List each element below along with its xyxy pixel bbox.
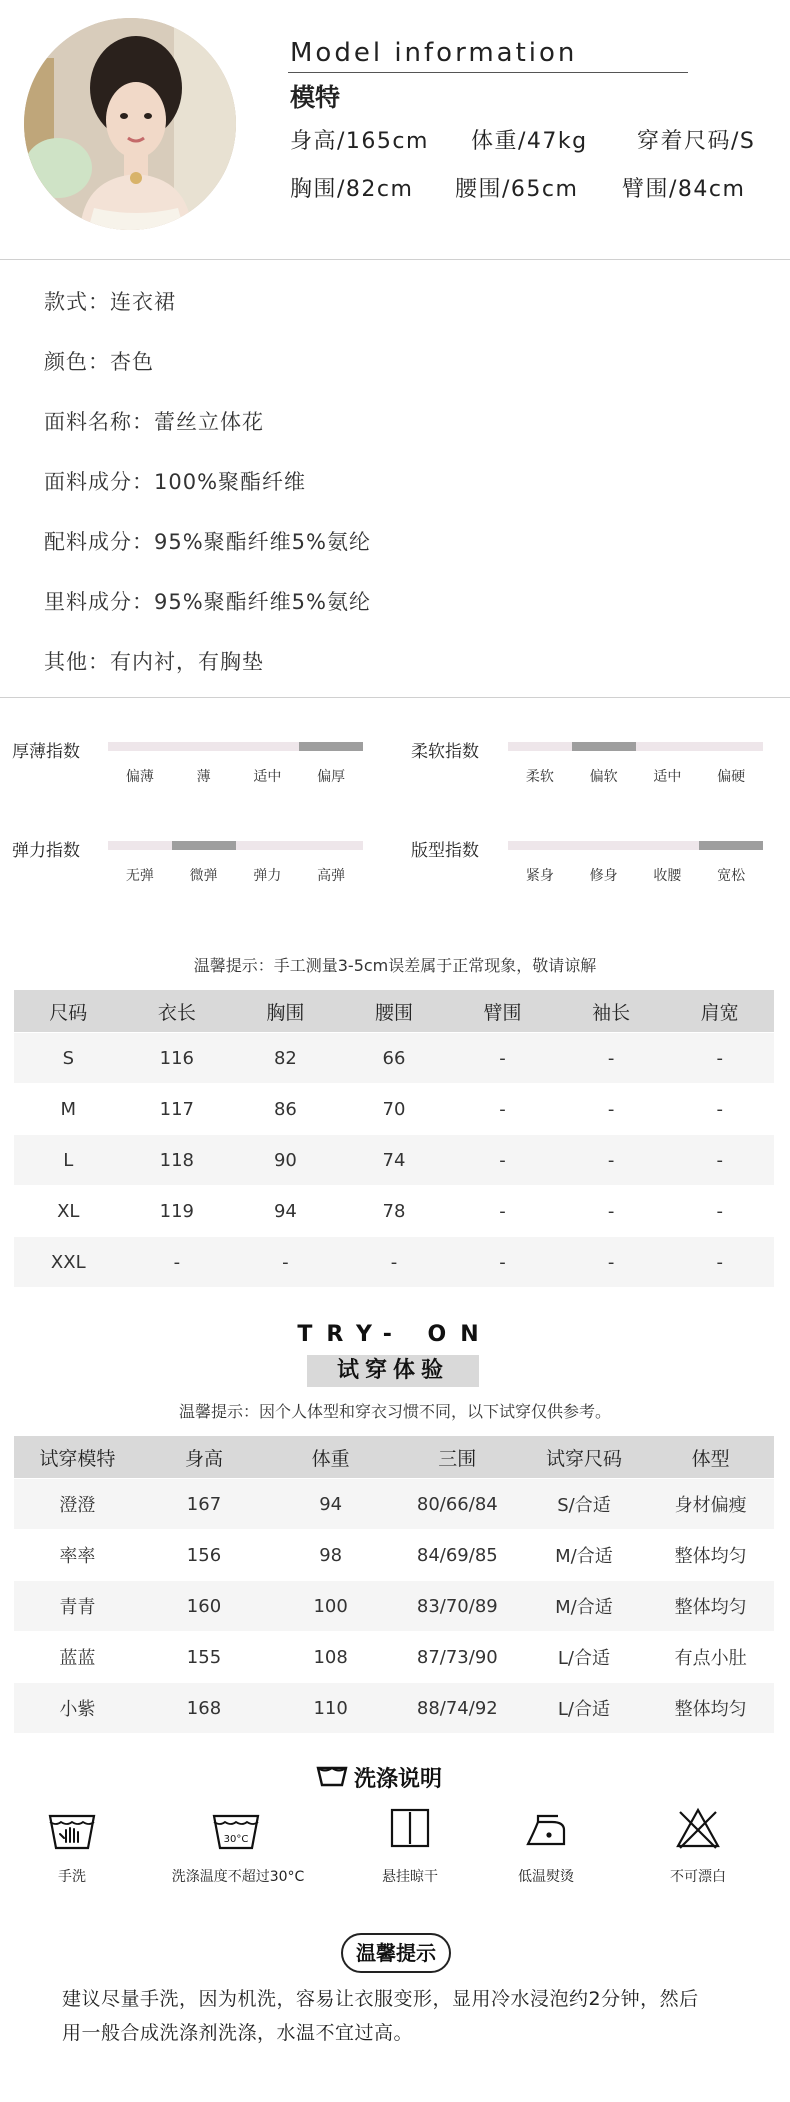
table-cell: L/合适 bbox=[521, 1632, 648, 1683]
hang-dry-icon bbox=[386, 1806, 434, 1850]
index-bar bbox=[108, 742, 363, 751]
index-tick-label: 宽松 bbox=[717, 868, 746, 884]
wash-label: 不可漂白 bbox=[670, 1869, 726, 1885]
index-bar-marker bbox=[699, 841, 763, 850]
table-cell: - bbox=[448, 1033, 557, 1084]
table-cell: 83/70/89 bbox=[394, 1581, 521, 1632]
spec-color: 颜色：杏色 bbox=[44, 350, 154, 374]
tip-line-1: 建议尽量手洗，因为机洗，容易让衣服变形，显用冷水浸泡约2分钟，然后 bbox=[62, 1988, 699, 2010]
table-cell: L/合适 bbox=[521, 1683, 648, 1734]
index-tick-label: 无弹 bbox=[125, 868, 154, 884]
index-tick-label: 适中 bbox=[653, 769, 682, 785]
index-bar bbox=[508, 742, 763, 751]
table-header-cell: 腰围 bbox=[340, 990, 449, 1033]
table-row bbox=[14, 1683, 774, 1734]
table-cell: XL bbox=[14, 1186, 123, 1237]
table-cell: 70 bbox=[340, 1084, 449, 1135]
tryon-box: 试穿体验 bbox=[307, 1355, 479, 1387]
index-tick-label: 收腰 bbox=[653, 868, 682, 884]
table-cell: - bbox=[340, 1237, 449, 1288]
table-cell: - bbox=[665, 1084, 774, 1135]
table-cell: M/合适 bbox=[521, 1581, 648, 1632]
model-waist: 腰围/65cm bbox=[455, 177, 579, 202]
table-cell: - bbox=[665, 1237, 774, 1288]
tip-title: 温馨提示 bbox=[341, 1933, 451, 1973]
table-cell: - bbox=[557, 1135, 666, 1186]
table-cell: 澄澄 bbox=[14, 1479, 141, 1530]
table-row bbox=[14, 1581, 774, 1632]
table-row bbox=[14, 1033, 774, 1084]
spec-fabric-content: 面料成分：100%聚酯纤维 bbox=[44, 470, 307, 494]
wash-label: 洗涤温度不超过30°C bbox=[171, 1869, 305, 1885]
table-cell: 94 bbox=[231, 1186, 340, 1237]
wash-label: 手洗 bbox=[58, 1869, 86, 1885]
index-tick-label: 偏厚 bbox=[317, 769, 346, 785]
basin-icon bbox=[316, 1764, 348, 1788]
table-cell: M bbox=[14, 1084, 123, 1135]
spec-trim-content: 配料成分：95%聚酯纤维5%氨纶 bbox=[44, 530, 371, 554]
table-header-cell: 袖长 bbox=[557, 990, 666, 1033]
table-header-cell: 臂围 bbox=[448, 990, 557, 1033]
table-cell: 84/69/85 bbox=[394, 1530, 521, 1581]
table-cell: - bbox=[448, 1237, 557, 1288]
table-row bbox=[14, 1084, 774, 1135]
index-tick-label: 适中 bbox=[253, 769, 282, 785]
spec-fabric-name: 面料名称：蕾丝立体花 bbox=[44, 410, 264, 434]
table-cell: - bbox=[557, 1084, 666, 1135]
index-bar-marker bbox=[172, 841, 236, 850]
table-header-cell: 试穿模特 bbox=[14, 1436, 141, 1479]
table-cell: 66 bbox=[340, 1033, 449, 1084]
index-tick-label: 紧身 bbox=[525, 868, 554, 884]
table-cell: 80/66/84 bbox=[394, 1479, 521, 1530]
table-cell: 117 bbox=[123, 1084, 232, 1135]
index-bar-marker bbox=[299, 742, 363, 751]
index-tick-label: 偏薄 bbox=[125, 769, 154, 785]
table-header-cell: 肩宽 bbox=[665, 990, 774, 1033]
table-cell: - bbox=[231, 1237, 340, 1288]
table-header-cell: 三围 bbox=[394, 1436, 521, 1479]
table-cell: 86 bbox=[231, 1084, 340, 1135]
wash-label: 悬挂晾干 bbox=[382, 1869, 438, 1885]
table-cell: S bbox=[14, 1033, 123, 1084]
table-row bbox=[14, 1135, 774, 1186]
model-weight: 体重/47kg bbox=[471, 129, 588, 154]
table-cell: - bbox=[448, 1135, 557, 1186]
index-label: 弹力指数 bbox=[12, 841, 80, 861]
spec-lining-content: 里料成分：95%聚酯纤维5%氨纶 bbox=[44, 590, 371, 614]
model-size: 穿着尺码/S bbox=[637, 129, 756, 154]
table-cell: 160 bbox=[141, 1581, 268, 1632]
table-header-cell: 衣长 bbox=[123, 990, 232, 1033]
spec-other: 其他：有内衬，有胸垫 bbox=[44, 650, 264, 674]
table-cell: - bbox=[123, 1237, 232, 1288]
table-row bbox=[14, 1237, 774, 1288]
index-tick-label: 高弹 bbox=[317, 868, 346, 884]
table-cell: 82 bbox=[231, 1033, 340, 1084]
low-iron-icon bbox=[522, 1808, 570, 1852]
model-height: 身高/165cm bbox=[290, 129, 429, 154]
table-cell: 108 bbox=[267, 1632, 394, 1683]
table-row bbox=[14, 1632, 774, 1683]
index-bar bbox=[108, 841, 363, 850]
table-header-cell: 尺码 bbox=[14, 990, 123, 1033]
table-cell: - bbox=[557, 1186, 666, 1237]
index-label: 厚薄指数 bbox=[12, 742, 80, 762]
table-header-cell: 体型 bbox=[647, 1436, 774, 1479]
table-cell: 身材偏瘦 bbox=[647, 1479, 774, 1530]
table-header-cell: 体重 bbox=[267, 1436, 394, 1479]
index-tick-label: 弹力 bbox=[253, 868, 282, 884]
table-cell: 116 bbox=[123, 1033, 232, 1084]
table-cell: - bbox=[665, 1033, 774, 1084]
wash-label: 低温熨烫 bbox=[518, 1869, 574, 1885]
table-cell: 率率 bbox=[14, 1530, 141, 1581]
table-cell: 有点小肚 bbox=[647, 1632, 774, 1683]
table-cell: 整体均匀 bbox=[647, 1581, 774, 1632]
tryon-heading: TRY- ON bbox=[297, 1322, 493, 1347]
table-cell: 74 bbox=[340, 1135, 449, 1186]
model-bust: 胸围/82cm bbox=[290, 177, 414, 202]
table-cell: 110 bbox=[267, 1683, 394, 1734]
spec-style: 款式：连衣裙 bbox=[44, 290, 176, 314]
tryon-note: 温馨提示：因个人体型和穿衣习惯不同，以下试穿仅供参考。 bbox=[178, 1402, 611, 1421]
table-cell: 蓝蓝 bbox=[14, 1632, 141, 1683]
index-tick-label: 薄 bbox=[196, 769, 211, 785]
table-cell: 87/73/90 bbox=[394, 1632, 521, 1683]
table-cell: 100 bbox=[267, 1581, 394, 1632]
table-cell: 90 bbox=[231, 1135, 340, 1186]
table-cell: 168 bbox=[141, 1683, 268, 1734]
table-cell: 94 bbox=[267, 1479, 394, 1530]
model-arm: 臂围/84cm bbox=[622, 177, 746, 202]
wash-30-icon bbox=[212, 1808, 260, 1852]
index-tick-label: 微弹 bbox=[189, 868, 218, 884]
table-cell: 155 bbox=[141, 1632, 268, 1683]
size-note: 温馨提示：手工测量3-5cm误差属于正常现象，敬请谅解 bbox=[193, 956, 597, 975]
table-cell: L bbox=[14, 1135, 123, 1186]
table-cell: M/合适 bbox=[521, 1530, 648, 1581]
title-underline bbox=[288, 72, 688, 73]
table-cell: 整体均匀 bbox=[647, 1530, 774, 1581]
table-cell: 青青 bbox=[14, 1581, 141, 1632]
table-cell: 156 bbox=[141, 1530, 268, 1581]
table-cell: XXL bbox=[14, 1237, 123, 1288]
table-cell: - bbox=[557, 1237, 666, 1288]
table-cell: 119 bbox=[123, 1186, 232, 1237]
table-row bbox=[14, 1186, 774, 1237]
table-cell: 整体均匀 bbox=[647, 1683, 774, 1734]
index-label: 版型指数 bbox=[411, 841, 479, 861]
tip-line-2: 用一般合成洗涤剂洗涤，水温不宜过高。 bbox=[62, 2022, 414, 2044]
table-cell: - bbox=[448, 1186, 557, 1237]
table-cell: 167 bbox=[141, 1479, 268, 1530]
table-row bbox=[14, 1530, 774, 1581]
index-tick-label: 偏软 bbox=[589, 769, 618, 785]
model-info-subtitle: 模特 bbox=[290, 83, 341, 112]
model-photo bbox=[24, 18, 236, 230]
wash-temp-badge: 30°C bbox=[223, 1834, 249, 1845]
hand-wash-icon bbox=[48, 1808, 96, 1852]
index-tick-label: 修身 bbox=[589, 868, 618, 884]
wash-title: 洗涤说明 bbox=[354, 1767, 443, 1792]
table-cell: - bbox=[557, 1033, 666, 1084]
table-cell: 小紫 bbox=[14, 1683, 141, 1734]
model-info-title: Model information bbox=[290, 38, 578, 68]
index-bar bbox=[508, 841, 763, 850]
table-cell: 98 bbox=[267, 1530, 394, 1581]
section-divider bbox=[0, 259, 790, 260]
index-label: 柔软指数 bbox=[411, 742, 479, 762]
table-cell: S/合适 bbox=[521, 1479, 648, 1530]
index-bar-marker bbox=[572, 742, 636, 751]
index-tick-label: 柔软 bbox=[525, 769, 554, 785]
table-cell: 118 bbox=[123, 1135, 232, 1186]
table-row bbox=[14, 1479, 774, 1530]
index-tick-label: 偏硬 bbox=[717, 769, 746, 785]
no-bleach-icon bbox=[674, 1806, 722, 1850]
size-table bbox=[14, 990, 774, 1287]
table-header-cell: 试穿尺码 bbox=[521, 1436, 648, 1479]
table-cell: - bbox=[448, 1084, 557, 1135]
section-divider bbox=[0, 697, 790, 698]
table-cell: 78 bbox=[340, 1186, 449, 1237]
tryon-table bbox=[14, 1436, 774, 1733]
table-header-cell: 胸围 bbox=[231, 990, 340, 1033]
table-cell: - bbox=[665, 1135, 774, 1186]
table-header-cell: 身高 bbox=[141, 1436, 268, 1479]
table-cell: 88/74/92 bbox=[394, 1683, 521, 1734]
table-cell: - bbox=[665, 1186, 774, 1237]
